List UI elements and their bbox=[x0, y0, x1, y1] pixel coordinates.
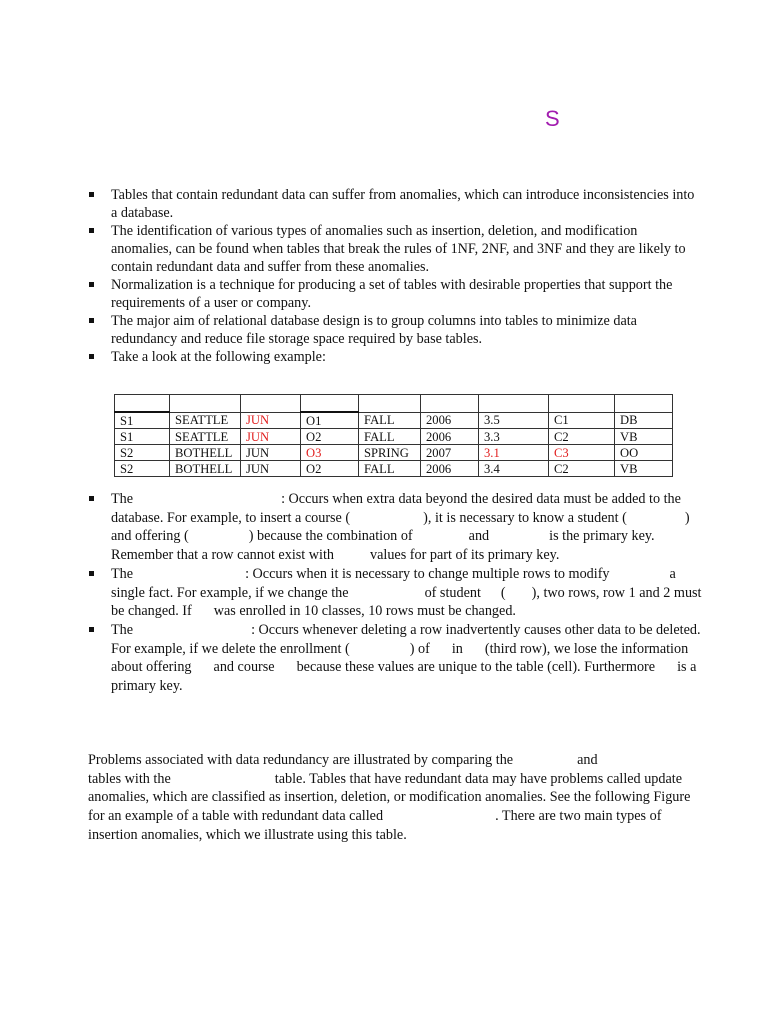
table-cell: S2 bbox=[115, 461, 170, 477]
text: ), two rows, row 1 and 2 must be changed. If bbox=[111, 584, 702, 620]
table-cell: JUN bbox=[241, 412, 301, 429]
bullet-item bbox=[88, 222, 698, 276]
intro-bullet-list bbox=[88, 186, 698, 366]
table-cell: C3 bbox=[549, 445, 615, 461]
bullet-square-icon bbox=[89, 627, 94, 632]
table-cell: BOTHELL bbox=[170, 461, 241, 477]
text: tables with the bbox=[88, 770, 171, 787]
table-cell: O2 bbox=[301, 461, 359, 477]
table-cell: FALL bbox=[359, 412, 421, 429]
table-header-row bbox=[115, 395, 673, 413]
table-cell: 2006 bbox=[421, 412, 479, 429]
bullet-square-icon bbox=[89, 354, 94, 359]
bullet-square-icon bbox=[89, 282, 94, 287]
text: The bbox=[111, 491, 134, 507]
header-cell bbox=[479, 395, 549, 413]
text: in bbox=[451, 640, 463, 657]
header-cell bbox=[241, 395, 301, 413]
table-cell: S1 bbox=[115, 429, 170, 445]
text: and course bbox=[213, 659, 275, 676]
table-row bbox=[115, 461, 673, 477]
text: : Occurs whenever deleting a row inadvertently causes other data to be deleted. For example, if we delete the enrollment ( bbox=[111, 621, 701, 657]
table-cell: VB bbox=[615, 461, 673, 477]
table-cell: O3 bbox=[301, 445, 359, 461]
text: because these values are unique to the table (cell). Furthermore bbox=[296, 659, 656, 676]
text: a single fact. For example, if we change the bbox=[111, 565, 676, 601]
bullet-square-icon bbox=[89, 228, 94, 233]
text: The bbox=[111, 565, 134, 582]
table-cell: SEATTLE bbox=[170, 429, 241, 445]
text: . There are two main types of insertion anomalies, which we illustrate using this table. bbox=[88, 808, 662, 843]
bullet-square-icon bbox=[89, 192, 94, 197]
text: Problems associated with data redundancy are illustrated by comparing the bbox=[88, 752, 514, 768]
table-cell: 3.4 bbox=[479, 461, 549, 477]
header-cell bbox=[359, 395, 421, 413]
table-cell: 2006 bbox=[421, 461, 479, 477]
text: was enrolled in 10 classes, 10 rows must be changed. bbox=[213, 603, 516, 620]
table-cell: JUN bbox=[241, 461, 301, 477]
table-cell: JUN bbox=[241, 445, 301, 461]
table-cell: S1 bbox=[115, 412, 170, 429]
table-cell: FALL bbox=[359, 429, 421, 445]
text: ) and offering ( bbox=[111, 509, 690, 545]
table-row bbox=[115, 412, 673, 429]
table-cell: O2 bbox=[301, 429, 359, 445]
table-cell: C2 bbox=[549, 429, 615, 445]
bullet-text: The identification of various types of anomalies such as insertion, deletion, and modification anomalies, can be found when tables that break the rules of 1NF, 2NF, and 3NF and they are likely to contain redundant data and suffer from these anomalies. bbox=[111, 223, 686, 275]
text: values for part of its primary key. bbox=[370, 547, 560, 564]
table-cell: S2 bbox=[115, 445, 170, 461]
table-cell: C2 bbox=[549, 461, 615, 477]
text: is a primary key. bbox=[111, 659, 697, 695]
text: ) because the combination of bbox=[248, 528, 413, 545]
modification-anomaly-item bbox=[88, 565, 703, 621]
table-cell: SEATTLE bbox=[170, 412, 241, 429]
text: ) of bbox=[409, 640, 430, 657]
text: of student bbox=[424, 584, 481, 601]
bullet-item bbox=[88, 312, 698, 348]
table-cell: VB bbox=[615, 429, 673, 445]
header-cell bbox=[301, 395, 359, 413]
table-cell: 2007 bbox=[421, 445, 479, 461]
table-cell: DB bbox=[615, 412, 673, 429]
text: (third row), we lose the information about offering bbox=[111, 640, 689, 676]
table-cell: 3.1 bbox=[479, 445, 549, 461]
table-row bbox=[115, 445, 673, 461]
bullet-square-icon bbox=[89, 318, 94, 323]
table-cell: 3.3 bbox=[479, 429, 549, 445]
insertion-anomaly-item bbox=[88, 490, 703, 565]
text: and bbox=[468, 528, 490, 545]
text: is the primary key. Remember that a row cannot exist with bbox=[111, 528, 655, 564]
bullet-text: Normalization is a technique for producing a set of tables with desirable properties that support the requirements of a user or company. bbox=[111, 277, 673, 311]
text: and bbox=[577, 752, 598, 768]
header-cell bbox=[549, 395, 615, 413]
bullet-item bbox=[88, 276, 698, 312]
bullet-square-icon bbox=[89, 571, 94, 576]
bullet-text: Tables that contain redundant data can suffer from anomalies, which can introduce inconsistencies into a database. bbox=[111, 187, 695, 221]
anomaly-bullet-list bbox=[88, 490, 703, 696]
enrollment-table bbox=[114, 394, 673, 477]
heading-letter: S bbox=[545, 106, 560, 131]
table-cell: 2006 bbox=[421, 429, 479, 445]
text: : Occurs when it is necessary to change multiple rows to modify bbox=[245, 565, 610, 582]
text: ( bbox=[500, 584, 506, 601]
table-cell: O1 bbox=[301, 412, 359, 429]
header-cell bbox=[421, 395, 479, 413]
bullet-item bbox=[88, 348, 698, 366]
bullet-square-icon bbox=[89, 496, 94, 501]
table-cell: SPRING bbox=[359, 445, 421, 461]
table-cell: BOTHELL bbox=[170, 445, 241, 461]
bullet-text: Take a look at the following example: bbox=[111, 349, 326, 365]
text: table. Tables that have redundant data may have problems called update anomalies, which are classified as insertion, deletion, or modification anomalies. See the following Figure for an example of a table with redundant data called bbox=[88, 770, 691, 825]
text: ), it is necessary to know a student ( bbox=[423, 509, 627, 526]
deletion-anomaly-item bbox=[88, 621, 703, 696]
table-row bbox=[115, 429, 673, 445]
text: The bbox=[111, 621, 134, 638]
text: : Occurs when extra data beyond the desired data must be added to the database. For example, to insert a course ( bbox=[111, 491, 681, 526]
table-cell: JUN bbox=[241, 429, 301, 445]
bullet-item bbox=[88, 186, 698, 222]
header-cell bbox=[615, 395, 673, 413]
table-cell: 3.5 bbox=[479, 412, 549, 429]
header-cell bbox=[115, 395, 170, 413]
table-cell: FALL bbox=[359, 461, 421, 477]
header-cell bbox=[170, 395, 241, 413]
body-paragraph bbox=[88, 751, 693, 845]
table-cell: C1 bbox=[549, 412, 615, 429]
bullet-text: The major aim of relational database design is to group columns into tables to minimize data redundancy and reduce file storage space required by base tables. bbox=[111, 313, 637, 347]
table-cell: OO bbox=[615, 445, 673, 461]
